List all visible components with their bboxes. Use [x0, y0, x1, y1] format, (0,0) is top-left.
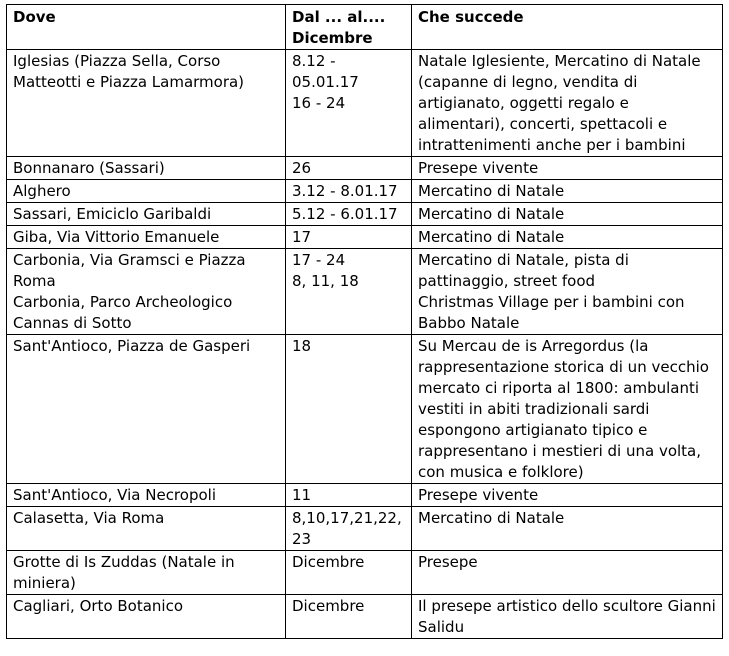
cell-description-line: Presepe vivente	[418, 486, 539, 504]
cell-dates	[286, 551, 412, 595]
cell-dates	[286, 507, 412, 551]
cell-dates-line: 11	[292, 486, 312, 504]
cell-description-line: Presepe	[418, 553, 478, 571]
cell-location	[7, 507, 286, 551]
cell-dates	[286, 50, 412, 157]
cell-description	[412, 484, 723, 507]
cell-dates	[286, 157, 412, 180]
cell-location-line: Alghero	[13, 182, 71, 200]
header-what: Che succede	[412, 5, 723, 50]
cell-location-line: Cagliari, Orto Botanico	[13, 597, 184, 615]
cell-location-line: Sassari, Emiciclo Garibaldi	[13, 205, 212, 223]
cell-location	[7, 335, 286, 484]
cell-dates-line: 16 - 24	[292, 94, 346, 112]
header-dove: Dove	[7, 5, 286, 50]
cell-description	[412, 335, 723, 484]
cell-location-line: Grotte di Is Zuddas (Natale in miniera)	[13, 553, 235, 592]
table-header-row	[7, 5, 723, 50]
table-row	[7, 226, 723, 249]
table-row	[7, 551, 723, 595]
table-row	[7, 50, 723, 157]
christmas-events-table	[6, 4, 723, 639]
cell-location	[7, 203, 286, 226]
cell-location	[7, 484, 286, 507]
cell-location-line: Calasetta, Via Roma	[13, 509, 165, 527]
cell-location-line: Giba, Via Vittorio Emanuele	[13, 228, 220, 246]
cell-description	[412, 507, 723, 551]
cell-location	[7, 180, 286, 203]
table-body	[7, 50, 723, 639]
events-document	[6, 4, 723, 639]
cell-dates-line: 3.12 - 8.01.17	[292, 182, 398, 200]
cell-description-line: Mercatino di Natale	[418, 182, 565, 200]
cell-description	[412, 595, 723, 639]
cell-location-line: Carbonia, Via Gramsci e Piazza Roma	[13, 251, 246, 290]
cell-description-line: Mercatino di Natale, pista di pattinaggio, street food	[418, 251, 629, 290]
cell-description	[412, 157, 723, 180]
cell-location	[7, 595, 286, 639]
table-row	[7, 507, 723, 551]
cell-dates	[286, 203, 412, 226]
cell-dates	[286, 180, 412, 203]
cell-description	[412, 249, 723, 335]
cell-location	[7, 157, 286, 180]
cell-dates	[286, 249, 412, 335]
table-row	[7, 335, 723, 484]
cell-location	[7, 551, 286, 595]
cell-dates-line: Dicembre	[292, 597, 365, 615]
cell-location-line: Sant'Antioco, Via Necropoli	[13, 486, 216, 504]
table-row	[7, 484, 723, 507]
cell-dates-line: Dicembre	[292, 553, 365, 571]
cell-description	[412, 203, 723, 226]
cell-location	[7, 226, 286, 249]
cell-location-line: Carbonia, Parco Archeologico Cannas di Sotto	[13, 293, 233, 332]
cell-dates	[286, 484, 412, 507]
cell-dates-line: 8, 11, 18	[292, 272, 359, 290]
table-row	[7, 249, 723, 335]
cell-description	[412, 551, 723, 595]
cell-dates-line: 5.12 - 6.01.17	[292, 205, 398, 223]
cell-dates-line: 17 - 24	[292, 251, 346, 269]
cell-dates-line: 26	[292, 159, 312, 177]
cell-description-line: Il presepe artistico dello scultore Gianni Salidu	[418, 597, 716, 636]
cell-description	[412, 226, 723, 249]
cell-location	[7, 249, 286, 335]
cell-dates	[286, 335, 412, 484]
cell-dates-line: 17	[292, 228, 312, 246]
cell-location-line: Sant'Antioco, Piazza de Gasperi	[13, 337, 251, 355]
cell-location-line: Bonnanaro (Sassari)	[13, 159, 165, 177]
cell-description	[412, 180, 723, 203]
table-row	[7, 595, 723, 639]
cell-dates	[286, 595, 412, 639]
cell-description-line: Mercatino di Natale	[418, 228, 565, 246]
cell-dates-line: 8.12 - 05.01.17	[292, 52, 359, 91]
table-row	[7, 180, 723, 203]
cell-location-line: Iglesias (Piazza Sella, Corso Matteotti e Piazza Lamarmora)	[13, 52, 245, 91]
cell-dates	[286, 226, 412, 249]
cell-location	[7, 50, 286, 157]
cell-description-line: Presepe vivente	[418, 159, 539, 177]
cell-description-line: Su Mercau de is Arregordus (la rappresentazione storica di un vecchio mercato ci riporta al 1800: ambulanti vestiti in abiti tradizionali sardi espongono artigianato tipico e rappresentano i mestieri di una volta, con musica e folklore)	[418, 337, 709, 481]
cell-description-line: Natale Iglesiente, Mercatino di Natale (capanne di legno, vendita di artigianato, oggetti regalo e alimentari), concerti, spettacoli e intrattenimenti anche per i bambini	[418, 52, 701, 154]
table-row	[7, 157, 723, 180]
cell-description-line: Mercatino di Natale	[418, 205, 565, 223]
table-row	[7, 203, 723, 226]
cell-description	[412, 50, 723, 157]
cell-dates-line: 8,10,17,21,22,23	[292, 509, 402, 548]
cell-dates-line: 18	[292, 337, 312, 355]
cell-description-line: Christmas Village per i bambini con Babbo Natale	[418, 293, 685, 332]
cell-description-line: Mercatino di Natale	[418, 509, 565, 527]
header-date: Dal ... al.... Dicembre	[286, 5, 412, 50]
